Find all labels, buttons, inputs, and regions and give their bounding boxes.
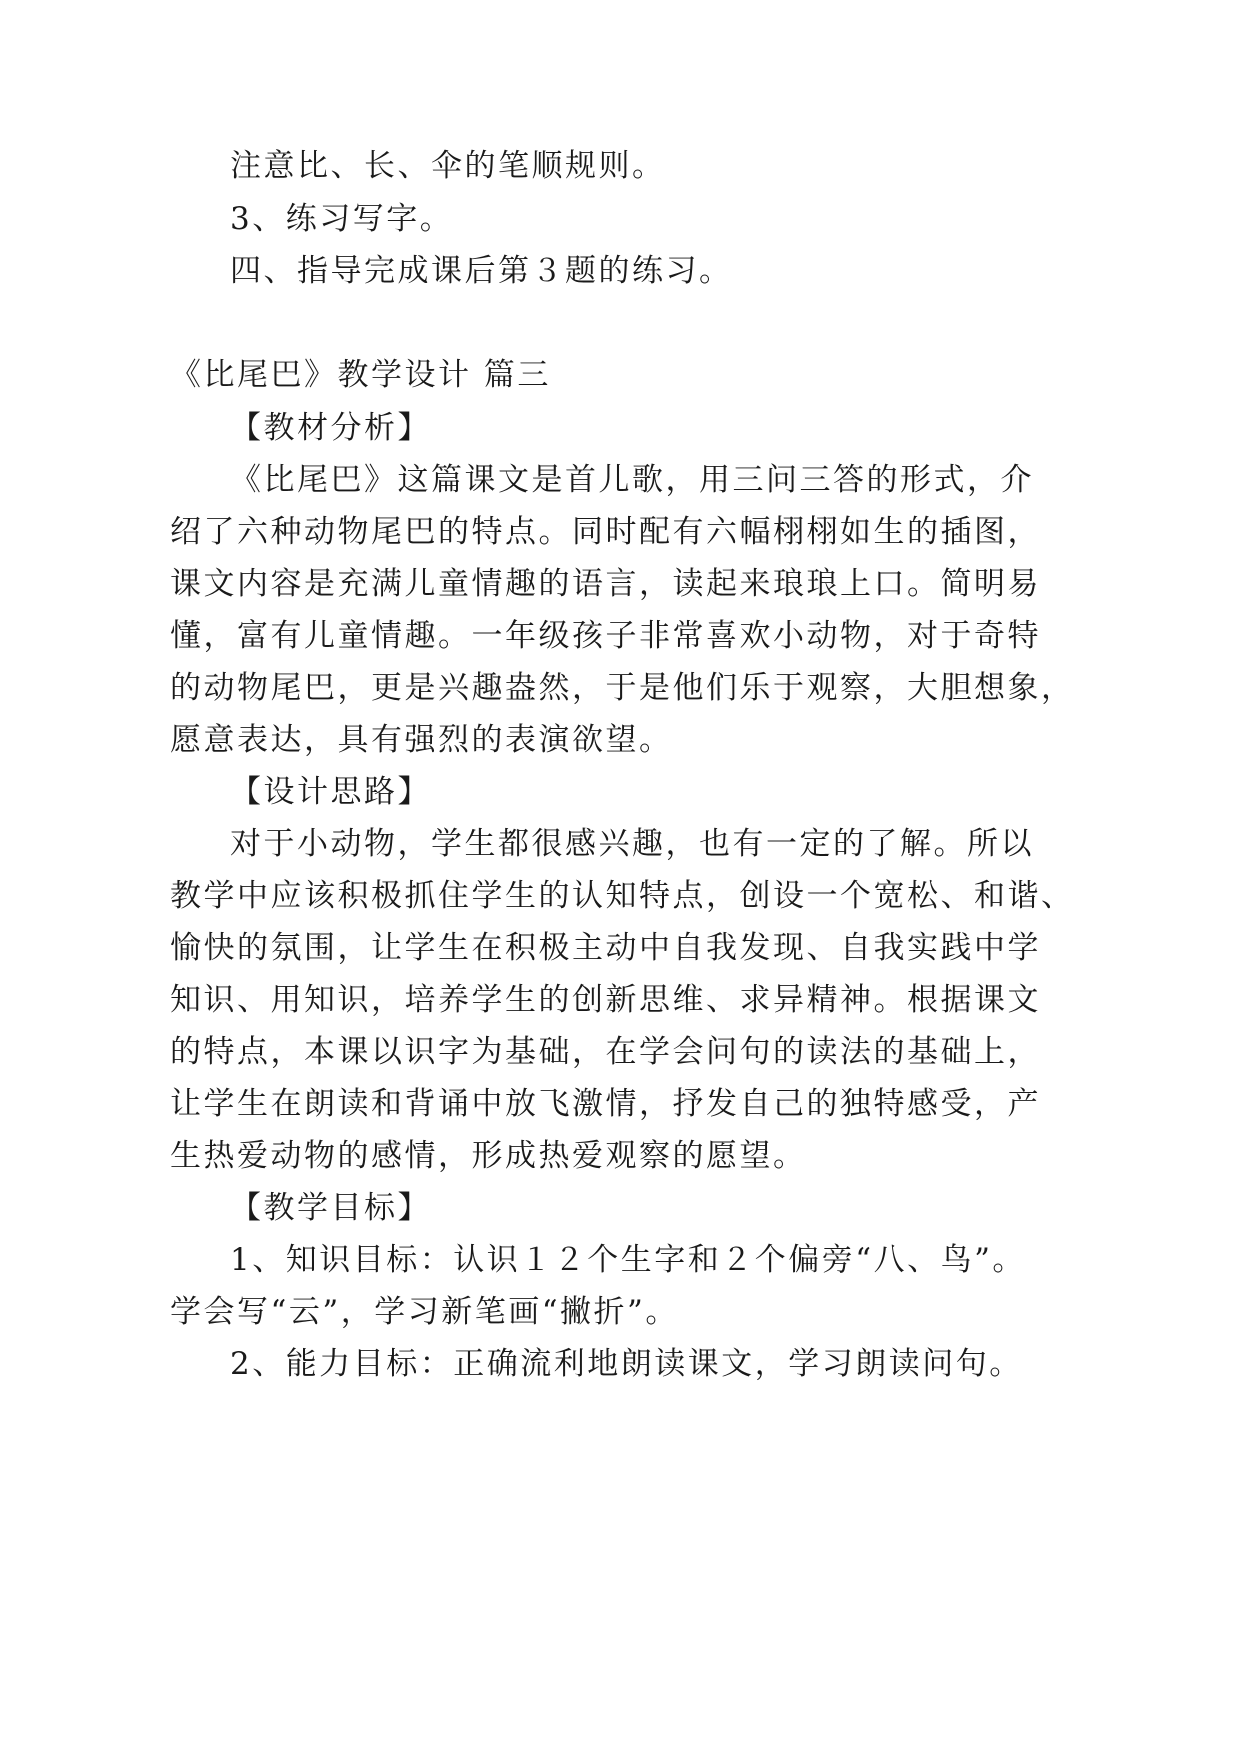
paragraph-line: 懂，富有儿童情趣。一年级孩子非常喜欢小动物，对于奇特 <box>170 618 1041 654</box>
paragraph-line: 让学生在朗读和背诵中放飞激情，抒发自己的独特感受，产 <box>170 1086 1041 1122</box>
heading-analysis: 【教材分析】 <box>230 410 431 446</box>
paragraph-line: 学会写“云”，学习新笔画“撇折”。 <box>170 1294 679 1330</box>
paragraph-line: 课文内容是充满儿童情趣的语言，读起来琅琅上口。简明易 <box>170 566 1041 602</box>
paragraph-line: 知识、用知识，培养学生的创新思维、求异精神。根据课文 <box>170 982 1041 1018</box>
text-line: 四、指导完成课后第３题的练习。 <box>230 253 733 289</box>
heading-goals: 【教学目标】 <box>230 1190 431 1226</box>
heading-idea: 【设计思路】 <box>230 774 431 810</box>
paragraph-line: 教学中应该积极抓住学生的认知特点，创设一个宽松、和谐、 <box>170 878 1075 914</box>
section-title: 《比尾巴》教学设计 篇三 <box>170 357 551 393</box>
paragraph-line: 2、能力目标：正确流利地朗读课文，学习朗读问句。 <box>230 1346 1023 1382</box>
text-line: 注意比、长、伞的笔顺规则。 <box>230 148 666 184</box>
paragraph-line: 生热爱动物的感情，形成热爱观察的愿望。 <box>170 1138 807 1174</box>
paragraph-line: 的特点，本课以识字为基础，在学会问句的读法的基础上， <box>170 1034 1041 1070</box>
paragraph-line: 的动物尾巴，更是兴趣盎然，于是他们乐于观察，大胆想象， <box>170 670 1075 706</box>
paragraph-line: 愉快的氛围，让学生在积极主动中自我发现、自我实践中学 <box>170 930 1041 966</box>
paragraph-line: 《比尾巴》这篇课文是首儿歌，用三问三答的形式，介 <box>230 462 1034 498</box>
paragraph-line: 绍了六种动物尾巴的特点。同时配有六幅栩栩如生的插图， <box>170 514 1041 550</box>
paragraph-line: 1、知识目标：认识１２个生字和２个偏旁“八、鸟”。 <box>230 1242 1026 1278</box>
text-line: 3、练习写字。 <box>230 201 454 237</box>
paragraph-line: 对于小动物，学生都很感兴趣，也有一定的了解。所以 <box>230 826 1034 862</box>
paragraph-line: 愿意表达，具有强烈的表演欲望。 <box>170 722 673 758</box>
